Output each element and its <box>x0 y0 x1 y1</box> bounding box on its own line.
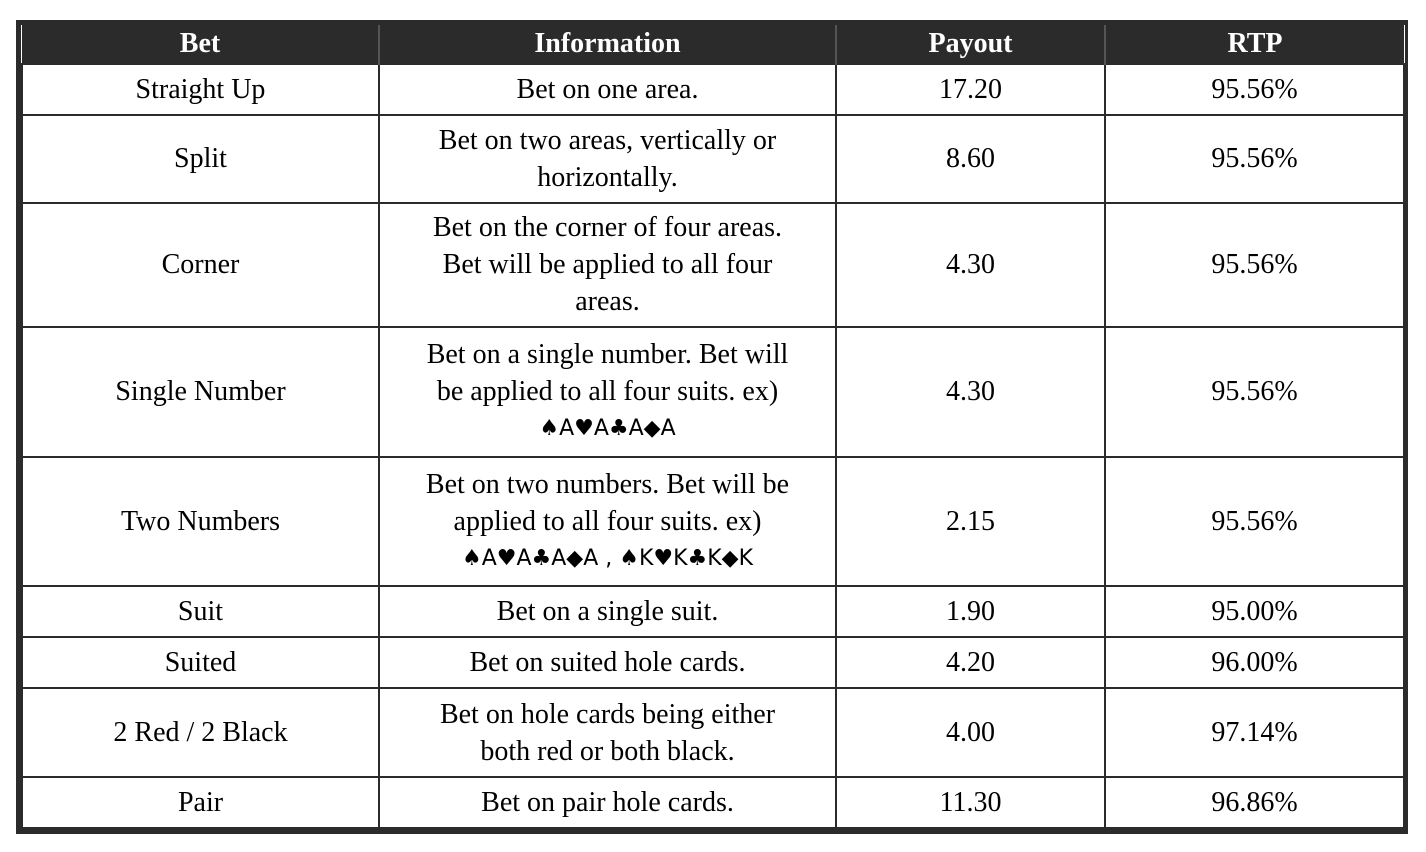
header-row <box>22 25 1404 64</box>
bet-cell: Pair <box>22 777 379 828</box>
bet-cell: Two Numbers <box>22 457 379 587</box>
information-line: Bet on pair hole cards. <box>481 786 734 818</box>
bet-cell: Suit <box>22 586 379 637</box>
information-line: both red or both black. <box>480 735 735 767</box>
information-cell <box>379 203 836 327</box>
information-cell <box>379 457 836 587</box>
information-line: Bet on a single suit. <box>496 596 719 628</box>
information-line: Bet on two areas, vertically or <box>438 124 777 156</box>
suit-example-line: ♠A♥A♣A◆A <box>539 416 676 442</box>
table-row <box>22 637 1404 688</box>
rtp-cell: 96.86% <box>1105 777 1404 828</box>
table-row <box>22 688 1404 776</box>
information-cell <box>379 327 836 457</box>
information-line: Bet on the corner of four areas. <box>432 212 783 244</box>
information-line: Bet on one area. <box>516 74 699 106</box>
table-row <box>22 203 1404 327</box>
information-line: Bet on suited hole cards. <box>469 647 746 679</box>
information-line: Bet will be applied to all four <box>442 249 773 281</box>
header-rtp: RTP <box>1105 25 1404 64</box>
information-line: Bet on a single number. Bet will <box>426 339 789 371</box>
information-line: be applied to all four suits. ex) <box>436 376 779 408</box>
payout-cell: 4.20 <box>836 637 1105 688</box>
information-cell <box>379 777 836 828</box>
table-row <box>22 64 1404 115</box>
table-header <box>22 25 1404 64</box>
information-cell <box>379 64 836 115</box>
rtp-cell: 95.56% <box>1105 115 1404 202</box>
header-bet: Bet <box>22 25 379 64</box>
payout-cell: 17.20 <box>836 64 1105 115</box>
payout-cell: 4.00 <box>836 688 1105 776</box>
payout-table-frame <box>16 20 1408 834</box>
information-line: Bet on two numbers. Bet will be <box>425 468 790 500</box>
payout-cell: 11.30 <box>836 777 1105 828</box>
rtp-cell: 96.00% <box>1105 637 1404 688</box>
table-row <box>22 586 1404 637</box>
payout-cell: 1.90 <box>836 586 1105 637</box>
payout-cell: 4.30 <box>836 203 1105 327</box>
payout-table <box>21 25 1405 829</box>
rtp-cell: 95.00% <box>1105 586 1404 637</box>
rtp-cell: 95.56% <box>1105 64 1404 115</box>
bet-cell: Corner <box>22 203 379 327</box>
bet-cell: Single Number <box>22 327 379 457</box>
rtp-cell: 97.14% <box>1105 688 1404 776</box>
payout-cell: 4.30 <box>836 327 1105 457</box>
bet-cell: Suited <box>22 637 379 688</box>
information-line: Bet on hole cards being either <box>439 698 776 730</box>
information-cell <box>379 115 836 202</box>
bet-cell: 2 Red / 2 Black <box>22 688 379 776</box>
table-row <box>22 115 1404 202</box>
header-payout: Payout <box>836 25 1105 64</box>
bet-cell: Split <box>22 115 379 202</box>
table-row <box>22 457 1404 587</box>
table-row <box>22 327 1404 457</box>
information-cell <box>379 688 836 776</box>
bet-cell: Straight Up <box>22 64 379 115</box>
table-body <box>22 64 1404 828</box>
information-cell <box>379 586 836 637</box>
rtp-cell: 95.56% <box>1105 203 1404 327</box>
information-line: areas. <box>575 286 640 318</box>
payout-cell: 2.15 <box>836 457 1105 587</box>
information-cell <box>379 637 836 688</box>
information-line: horizontally. <box>537 161 678 193</box>
payout-cell: 8.60 <box>836 115 1105 202</box>
information-line: applied to all four suits. ex) <box>453 505 762 537</box>
rtp-cell: 95.56% <box>1105 327 1404 457</box>
rtp-cell: 95.56% <box>1105 457 1404 587</box>
table-row <box>22 777 1404 828</box>
header-information: Information <box>379 25 836 64</box>
suit-example-line: ♠A♥A♣A◆A , ♠K♥K♣K◆K <box>461 545 754 571</box>
